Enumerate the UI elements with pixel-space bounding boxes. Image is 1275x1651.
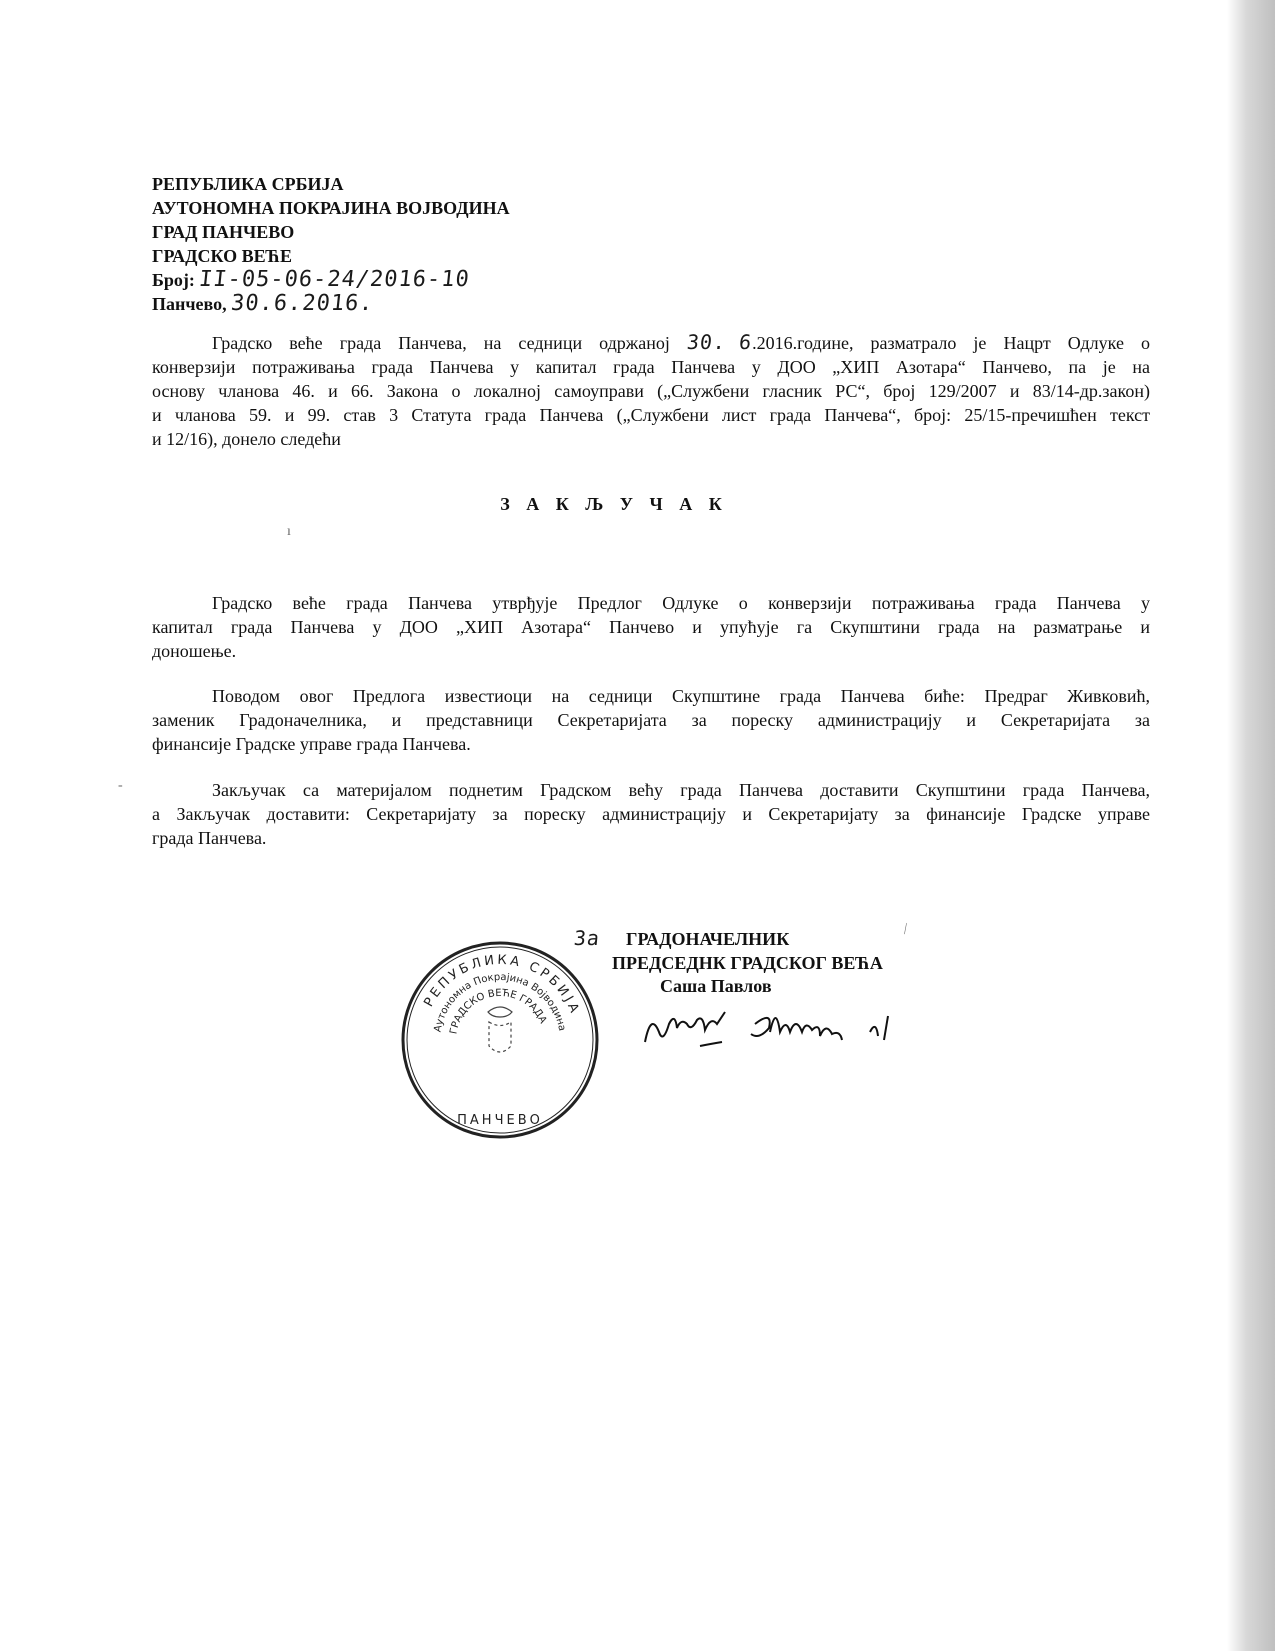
paragraph-line: заменик Градоначелника, и представници Секретаријата за пореску администрацију и Секретаријата за	[152, 710, 1150, 730]
role1-text: ГРАДОНАЧЕЛНИК	[626, 929, 790, 949]
handwritten-date: 30.6.2016.	[229, 291, 375, 316]
intro-text-a: Градско веће града Панчева, на седници одржаној	[212, 333, 670, 353]
intro-text-b: .2016.године, разматрало је Нацрт Одлуке о	[752, 333, 1151, 353]
intro-line: конверзији потраживања града Панчева у капитал града Панчева у ДОО „ХИП Азотара“ Панчево, па је на	[152, 357, 1150, 377]
place-label: Панчево,	[152, 294, 227, 314]
paragraph-line: града Панчева.	[152, 828, 267, 848]
scan-mark: ⁄	[901, 922, 911, 937]
header-province: АУТОНОМНА ПОКРАЈИНА ВОЈВОДИНА	[152, 198, 510, 218]
scan-mark: -	[118, 778, 123, 793]
paragraph-line: финансије Градске управе града Панчева.	[152, 734, 471, 754]
paragraph-line: Градско веће града Панчева утврђује Предлог Одлуке о конверзији потраживања града Панчева у	[212, 593, 1150, 613]
intro-line-1	[212, 331, 1150, 355]
svg-text:Аутономна Покрајина Војводина: Аутономна Покрајина Војводина	[432, 971, 568, 1034]
signature-block	[572, 926, 883, 999]
official-stamp	[400, 940, 600, 1140]
intro-line: основу чланова 46. и 66. Закона о локалној самоуправи („Службени гласник РС“, број 129/2007 и 83/14-др.закон)	[152, 381, 1150, 401]
svg-text:ГРАДСКО ВЕЋЕ ГРАДА: ГРАДСКО ВЕЋЕ ГРАДА	[448, 987, 549, 1036]
svg-text:РЕПУБЛИКА СРБИЈА: РЕПУБЛИКА СРБИЈА	[421, 952, 583, 1018]
reference-number	[152, 268, 510, 292]
number-label: Број:	[152, 270, 195, 290]
paragraph-line: а Закључак доставити: Секретаријату за пореску администрацију и Секретаријату за финансије Градске управе	[152, 804, 1150, 824]
signer-name: Саша Павлов	[660, 976, 772, 996]
paragraph-line: доношење.	[152, 641, 237, 661]
handwritten-initials: За	[572, 926, 602, 950]
svg-text:ПАНЧЕВО: ПАНЧЕВО	[457, 1113, 543, 1128]
handwritten-number: II-05-06-24/2016-10	[198, 267, 472, 292]
paragraph-line: капитал града Панчева у ДОО „ХИП Азотара“ Панчево и упућује га Скупштини града на разматрање и	[152, 617, 1150, 637]
intro-line: и 12/16), донело следећи	[152, 429, 341, 449]
scan-edge-shadow	[1227, 0, 1275, 1651]
signature-role-2: ПРЕДСЕДНК ГРАДСКОГ ВЕЋА	[612, 952, 883, 973]
document-title: З А К Љ У Ч А К	[500, 494, 728, 514]
intro-line: и чланова 59. и 99. став 3 Статута града Панчева („Службени лист града Панчева“, број: 25/15-пречишћен текст	[152, 405, 1150, 425]
header-city: ГРАД ПАНЧЕВО	[152, 222, 295, 242]
header-country: РЕПУБЛИКА СРБИЈА	[152, 174, 344, 194]
paragraph-line: Поводом овог Предлога известиоци на седници Скупштине града Панчева биће: Предраг Живковић,	[212, 686, 1150, 706]
place-date	[152, 292, 510, 316]
handwritten-session-date: 30. 6	[685, 330, 754, 354]
document-header	[152, 172, 510, 316]
header-body: ГРАДСКО ВЕЋЕ	[152, 246, 293, 266]
handwritten-signature	[640, 1002, 910, 1062]
paragraph-line: Закључак са материјалом поднетим Градском већу града Панчева доставити Скупштини града Панчева,	[212, 780, 1150, 800]
scan-speck: ı	[287, 524, 291, 539]
signature-role-1	[572, 926, 883, 952]
coat-of-arms-icon	[488, 1007, 512, 1052]
